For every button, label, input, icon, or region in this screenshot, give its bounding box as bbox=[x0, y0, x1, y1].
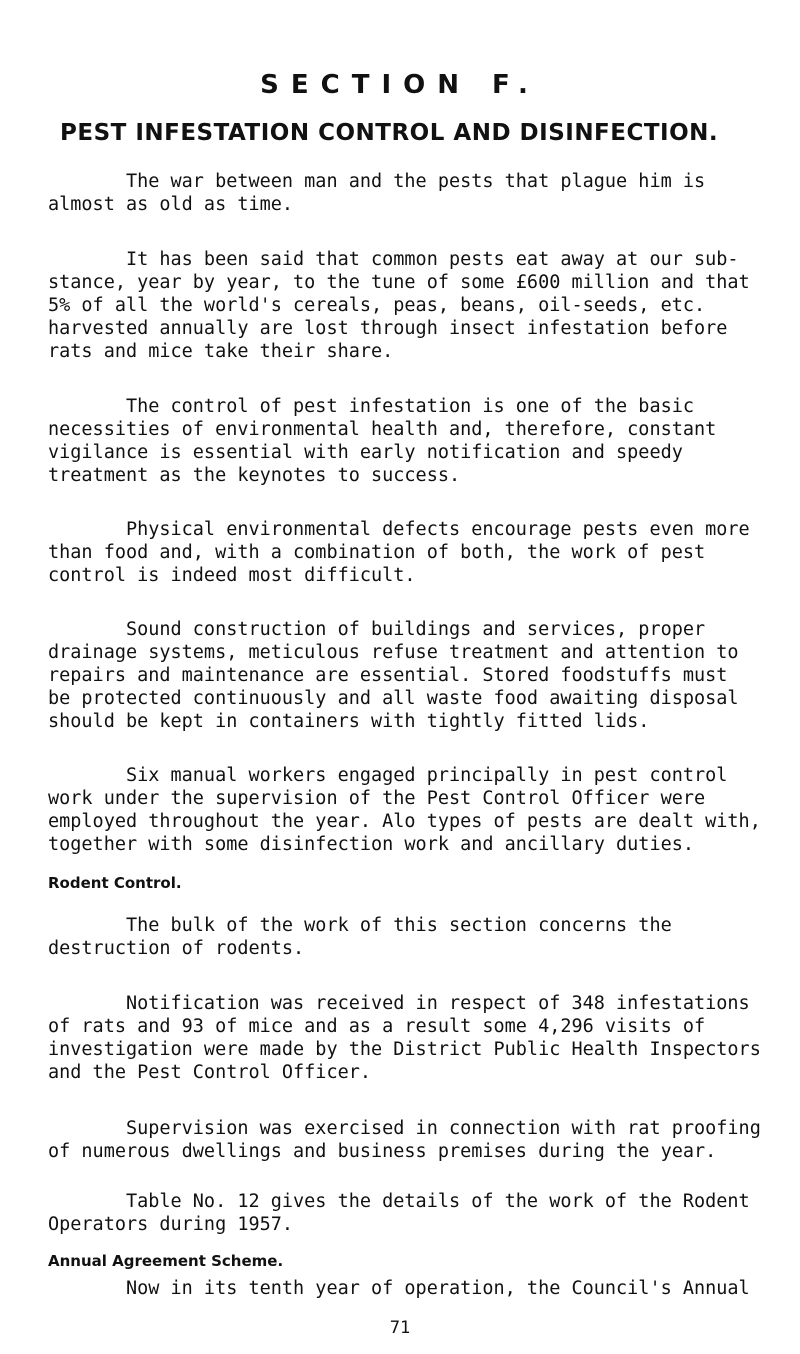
text-line: of rats and 93 of mice and as a result some 4,296 visits of bbox=[48, 1016, 706, 1037]
text-line: Sound construction of buildings and services, proper bbox=[48, 619, 706, 640]
text-line: should be kept in containers with tightly fitted lids. bbox=[48, 711, 650, 732]
text-line: 5% of all the world's cereals, peas, beans, oil-seeds, etc. bbox=[48, 295, 706, 316]
paragraph-manual-workers bbox=[48, 764, 768, 856]
text-line: together with some disinfection work and ancillary duties. bbox=[48, 834, 695, 855]
paragraph-losses bbox=[48, 248, 768, 363]
text-line: necessities of environmental health and, therefore, constant bbox=[48, 419, 717, 440]
text-line: Physical environmental defects encourage pests even more bbox=[48, 519, 750, 540]
paragraph-physical-defects bbox=[48, 518, 768, 587]
text-line: almost as old as time. bbox=[48, 194, 294, 215]
text-line: work under the supervision of the Pest Control Officer were bbox=[48, 788, 706, 809]
text-line: drainage systems, meticulous refuse treatment and attention to bbox=[48, 642, 739, 663]
paragraph-rodents bbox=[48, 914, 768, 960]
text-line: Table No. 12 gives the details of the work of the Rodent bbox=[48, 1191, 750, 1212]
text-line: investigation were made by the District Public Health Inspectors bbox=[48, 1039, 761, 1060]
text-line: It has been said that common pests eat away at our sub- bbox=[48, 249, 739, 270]
paragraph-supervision bbox=[48, 1117, 768, 1163]
paragraph-annual-scheme bbox=[48, 1277, 768, 1300]
text-line: vigilance is essential with early notification and speedy bbox=[48, 442, 683, 463]
paragraph-intro bbox=[48, 170, 768, 216]
text-line: be protected continuously and all waste food awaiting disposal bbox=[48, 688, 739, 709]
page-number: 71 bbox=[389, 1318, 411, 1338]
paragraph-control bbox=[48, 395, 768, 487]
text-line: Now in its tenth year of operation, the Council's Annual bbox=[48, 1278, 750, 1299]
paragraph-construction bbox=[48, 618, 768, 733]
paragraph-table-reference bbox=[48, 1190, 768, 1236]
text-line: destruction of rodents. bbox=[48, 938, 305, 959]
text-line: rats and mice take their share. bbox=[48, 341, 394, 362]
text-line: employed throughout the year. Alo types of pests are dealt with, bbox=[48, 811, 761, 832]
text-line: Six manual workers engaged principally in pest control bbox=[48, 765, 728, 786]
text-line: The war between man and the pests that plague him is bbox=[48, 171, 706, 192]
text-line: The bulk of the work of this section concerns the bbox=[48, 915, 672, 936]
text-line: The control of pest infestation is one of the basic bbox=[48, 396, 695, 417]
text-line: and the Pest Control Officer. bbox=[48, 1062, 372, 1083]
paragraph-notifications bbox=[48, 992, 768, 1084]
text-line: of numerous dwellings and business premises during the year. bbox=[48, 1141, 717, 1162]
subheading-annual-agreement: Annual Agreement Scheme. bbox=[48, 1252, 284, 1270]
text-line: control is indeed most difficult. bbox=[48, 565, 416, 586]
text-line: Supervision was exercised in connection with rat proofing bbox=[48, 1118, 761, 1139]
page-title: PEST INFESTATION CONTROL AND DISINFECTION. bbox=[60, 120, 719, 146]
text-line: than food and, with a combination of both, the work of pest bbox=[48, 542, 706, 563]
text-line: harvested annually are lost through insect infestation before bbox=[48, 318, 728, 339]
text-line: Operators during 1957. bbox=[48, 1214, 294, 1235]
subheading-rodent-control: Rodent Control. bbox=[48, 874, 182, 892]
text-line: stance, year by year, to the tune of some £600 million and that bbox=[48, 272, 750, 293]
text-line: repairs and maintenance are essential. Stored foodstuffs must bbox=[48, 665, 728, 686]
text-line: Notification was received in respect of 348 infestations bbox=[48, 993, 750, 1014]
section-heading: SECTION F. bbox=[260, 70, 540, 100]
text-line: treatment as the keynotes to success. bbox=[48, 465, 461, 486]
